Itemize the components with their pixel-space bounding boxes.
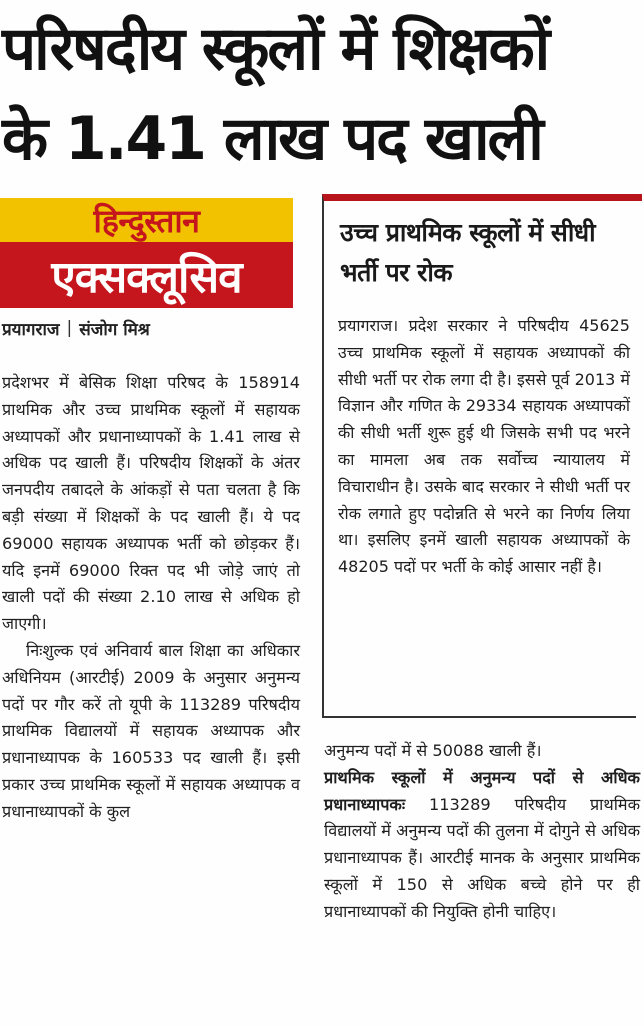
sidebar-story-box — [322, 194, 642, 718]
article-right-line: अनुमन्य पदों में से 50088 खाली हैं। — [324, 741, 542, 760]
brand-logo-block — [0, 198, 293, 308]
article-subhead: प्राथमिक स्कूलों में अनुमन्य पदों से अधिक प्रधानाध्यापकः — [324, 767, 640, 814]
byline-place: प्रयागराज — [2, 319, 60, 340]
brand-tag-band — [0, 242, 293, 308]
article-paragraph-2: निःशुल्क एवं अनिवार्य बाल शिक्षा का अधिकार अधिनियम (आरटीई) 2009 के अनुसार अनुमन्य पदों पर गौर करें तो यूपी के 113289 परिषदीय प्राथमिक विद्यालयों में सहायक अध्यापक और प्रधानाध्यापक के 160533 पद खाली हैं। इसी प्रकार उच्च प्राथमिक स्कूलों में सहायक अध्यापक व प्रधानाध्यापकों के कुल — [2, 640, 300, 821]
article-right-paragraph — [324, 765, 640, 926]
headline — [2, 4, 642, 184]
sidebar-story-title: उच्च प्राथमिक स्कूलों में सीधी भर्ती पर रोक — [340, 218, 596, 287]
sidebar-story-body: प्रयागराज। प्रदेश सरकार ने परिषदीय 45625 उच्च प्राथमिक स्कूलों में सहायक अध्यापकों की सीधी भर्ती पर रोक लगा दी है। इससे पूर्व 2013 में विज्ञान और गणित के 29334 सहायक अध्यापकों की सीधी भर्ती शुरू हुई थी जिसके सभी पद भरने का मामला अब तक सर्वोच्च न्यायालय में विचाराधीन है। उसके बाद सरकार ने सीधी भर्ती पर रोक लगाते हुए पदोन्नति से भरने का निर्णय लिया था। इसलिए इनमें खाली सहायक अध्यापकों के 48205 पदों पर भर्ती के कोई आसार नहीं है। — [338, 316, 630, 577]
article-left-column — [2, 370, 300, 826]
byline-separator: | — [66, 318, 73, 338]
headline-line-1: परिषदीय स्कूलों में शिक्षकों — [2, 14, 549, 84]
byline-author: संजोग मिश्र — [79, 319, 150, 340]
article-right-text: 113289 परिषदीय प्राथमिक विद्यालयों में अनुमन्य पदों की तुलना में दोगुने से अधिक प्रधानाध्यापक हैं। आरटीई मानक के अनुसार प्राथमिक स्कूलों में 150 से अधिक बच्चे होने पर ही प्रधानाध्यापकों की नियुक्ति होनी चाहिए। — [324, 794, 640, 921]
article-right-column — [324, 738, 640, 926]
brand-name-band — [0, 198, 293, 242]
article-paragraph-1: प्रदेशभर में बेसिक शिक्षा परिषद के 158914 प्राथमिक और उच्च प्राथमिक स्कूलों में सहायक अध्यापकों और प्रधानाध्यापकों के 1.41 लाख से अधिक पद खाली हैं। परिषदीय शिक्षकों के अंतर जनपदीय तबादले के आंकड़ों से पता चलता है कि बड़ी संख्या में शिक्षकों के पद खाली हैं। ये पद 69000 सहायक अध्यापक भर्ती को छोड़कर हैं। यदि इनमें 69000 रिक्त पद भी जोड़े जाएं तो खाली पदों की संख्या 2.10 लाख से अधिक हो जाएगी। — [2, 373, 300, 634]
headline-line-2: के 1.41 लाख पद खाली — [2, 104, 542, 174]
exclusive-tag: एक्सक्लूसिव — [51, 252, 242, 303]
brand-name: हिन्दुस्तान — [93, 201, 200, 240]
byline — [2, 314, 150, 342]
